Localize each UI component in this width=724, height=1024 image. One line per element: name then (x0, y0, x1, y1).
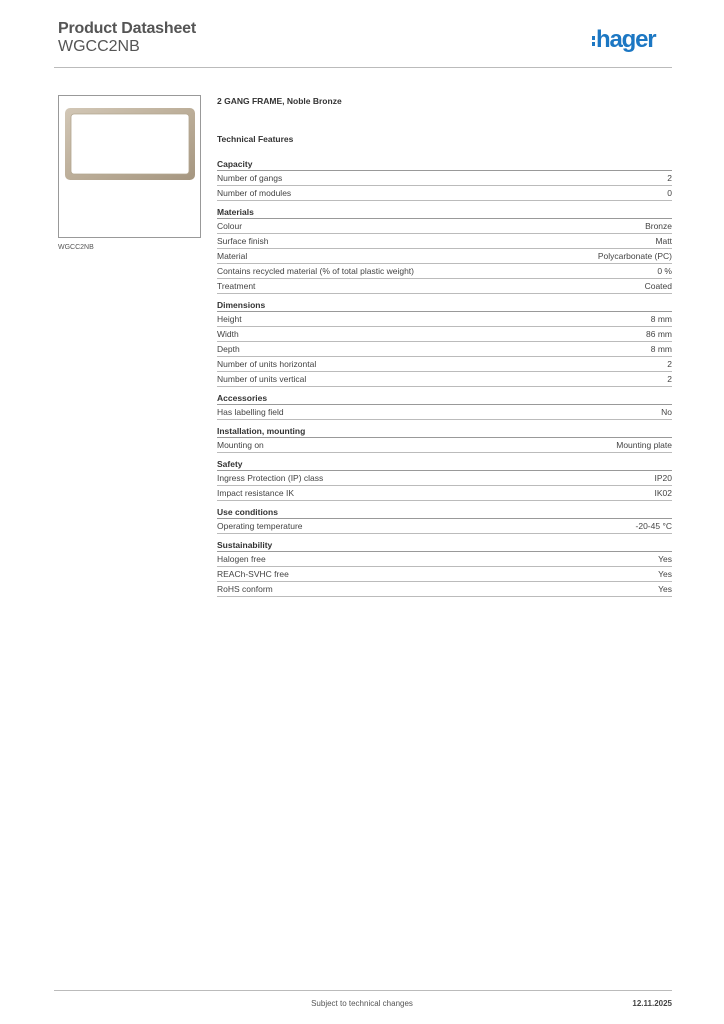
feature-value: -20-45 °C (635, 521, 672, 531)
feature-row (217, 582, 672, 597)
features-sections (217, 158, 672, 597)
feature-value: Coated (644, 281, 672, 291)
section-title: Capacity (217, 158, 672, 171)
feature-row (217, 279, 672, 294)
feature-row (217, 249, 672, 264)
feature-label: Has labelling field (217, 407, 284, 417)
feature-row (217, 486, 672, 501)
section-title: Installation, mounting (217, 425, 672, 438)
feature-row (217, 234, 672, 249)
feature-row (217, 372, 672, 387)
section-title: Dimensions (217, 299, 672, 312)
feature-row (217, 186, 672, 201)
feature-row (217, 552, 672, 567)
feature-value: No (661, 407, 672, 417)
feature-value: 86 mm (646, 329, 672, 339)
feature-value: IP20 (654, 473, 672, 483)
feature-row (217, 312, 672, 327)
feature-row (217, 357, 672, 372)
feature-label: Number of modules (217, 188, 292, 198)
header-divider (54, 67, 672, 68)
feature-value: Matt (655, 236, 672, 246)
footer-divider (54, 990, 672, 991)
feature-row (217, 438, 672, 453)
feature-row (217, 327, 672, 342)
page-title: Product Datasheet (58, 20, 196, 37)
technical-features-heading: Technical Features (217, 134, 294, 144)
section-materials (217, 206, 672, 294)
feature-row (217, 219, 672, 234)
section-use-conditions (217, 506, 672, 534)
feature-label: Contains recycled material (% of total plastic weight) (217, 266, 414, 276)
feature-label: Height (217, 314, 242, 324)
feature-label: Material (217, 251, 248, 261)
section-capacity (217, 158, 672, 201)
feature-label: Depth (217, 344, 240, 354)
feature-row (217, 264, 672, 279)
logo-text: hager (596, 26, 656, 53)
product-image (58, 95, 201, 238)
logo-dots-icon (592, 34, 595, 48)
frame-illustration (59, 96, 202, 239)
feature-label: Number of gangs (217, 173, 283, 183)
feature-label: Treatment (217, 281, 256, 291)
feature-value: 0 % (657, 266, 672, 276)
datasheet-content (217, 96, 672, 602)
feature-row (217, 171, 672, 186)
feature-value: 0 (667, 188, 672, 198)
product-code: WGCC2NB (58, 38, 140, 55)
footer-date: 12.11.2025 (632, 999, 672, 1008)
section-title: Materials (217, 206, 672, 219)
section-dimensions (217, 299, 672, 387)
feature-value: 8 mm (650, 314, 672, 324)
footer-note: Subject to technical changes (311, 999, 413, 1008)
feature-value: Yes (658, 569, 672, 579)
feature-label: Operating temperature (217, 521, 303, 531)
feature-label: Colour (217, 221, 243, 231)
feature-value: Yes (658, 554, 672, 564)
section-title: Sustainability (217, 539, 672, 552)
feature-label: Number of units vertical (217, 374, 307, 384)
feature-row (217, 567, 672, 582)
section-safety (217, 458, 672, 501)
feature-label: RoHS conform (217, 584, 273, 594)
feature-value: Mounting plate (616, 440, 672, 450)
feature-row (217, 342, 672, 357)
feature-value: IK02 (654, 488, 672, 498)
section-title: Safety (217, 458, 672, 471)
feature-value: 2 (667, 173, 672, 183)
feature-row (217, 405, 672, 420)
feature-label: REACh-SVHC free (217, 569, 289, 579)
feature-label: Width (217, 329, 239, 339)
product-name: 2 GANG FRAME, Noble Bronze (217, 96, 342, 106)
feature-label: Halogen free (217, 554, 266, 564)
feature-value: 8 mm (650, 344, 672, 354)
feature-label: Number of units horizontal (217, 359, 317, 369)
section-title: Use conditions (217, 506, 672, 519)
section-installation-mounting (217, 425, 672, 453)
feature-label: Impact resistance IK (217, 488, 295, 498)
feature-value: 2 (667, 359, 672, 369)
hager-logo (592, 28, 655, 52)
feature-value: Yes (658, 584, 672, 594)
feature-row (217, 519, 672, 534)
section-sustainability (217, 539, 672, 597)
section-accessories (217, 392, 672, 420)
feature-value: 2 (667, 374, 672, 384)
feature-row (217, 471, 672, 486)
feature-value: Polycarbonate (PC) (597, 251, 672, 261)
section-title: Accessories (217, 392, 672, 405)
feature-value: Bronze (645, 221, 672, 231)
feature-label: Mounting on (217, 440, 264, 450)
feature-label: Ingress Protection (IP) class (217, 473, 324, 483)
feature-label: Surface finish (217, 236, 269, 246)
image-caption: WGCC2NB (58, 244, 94, 251)
